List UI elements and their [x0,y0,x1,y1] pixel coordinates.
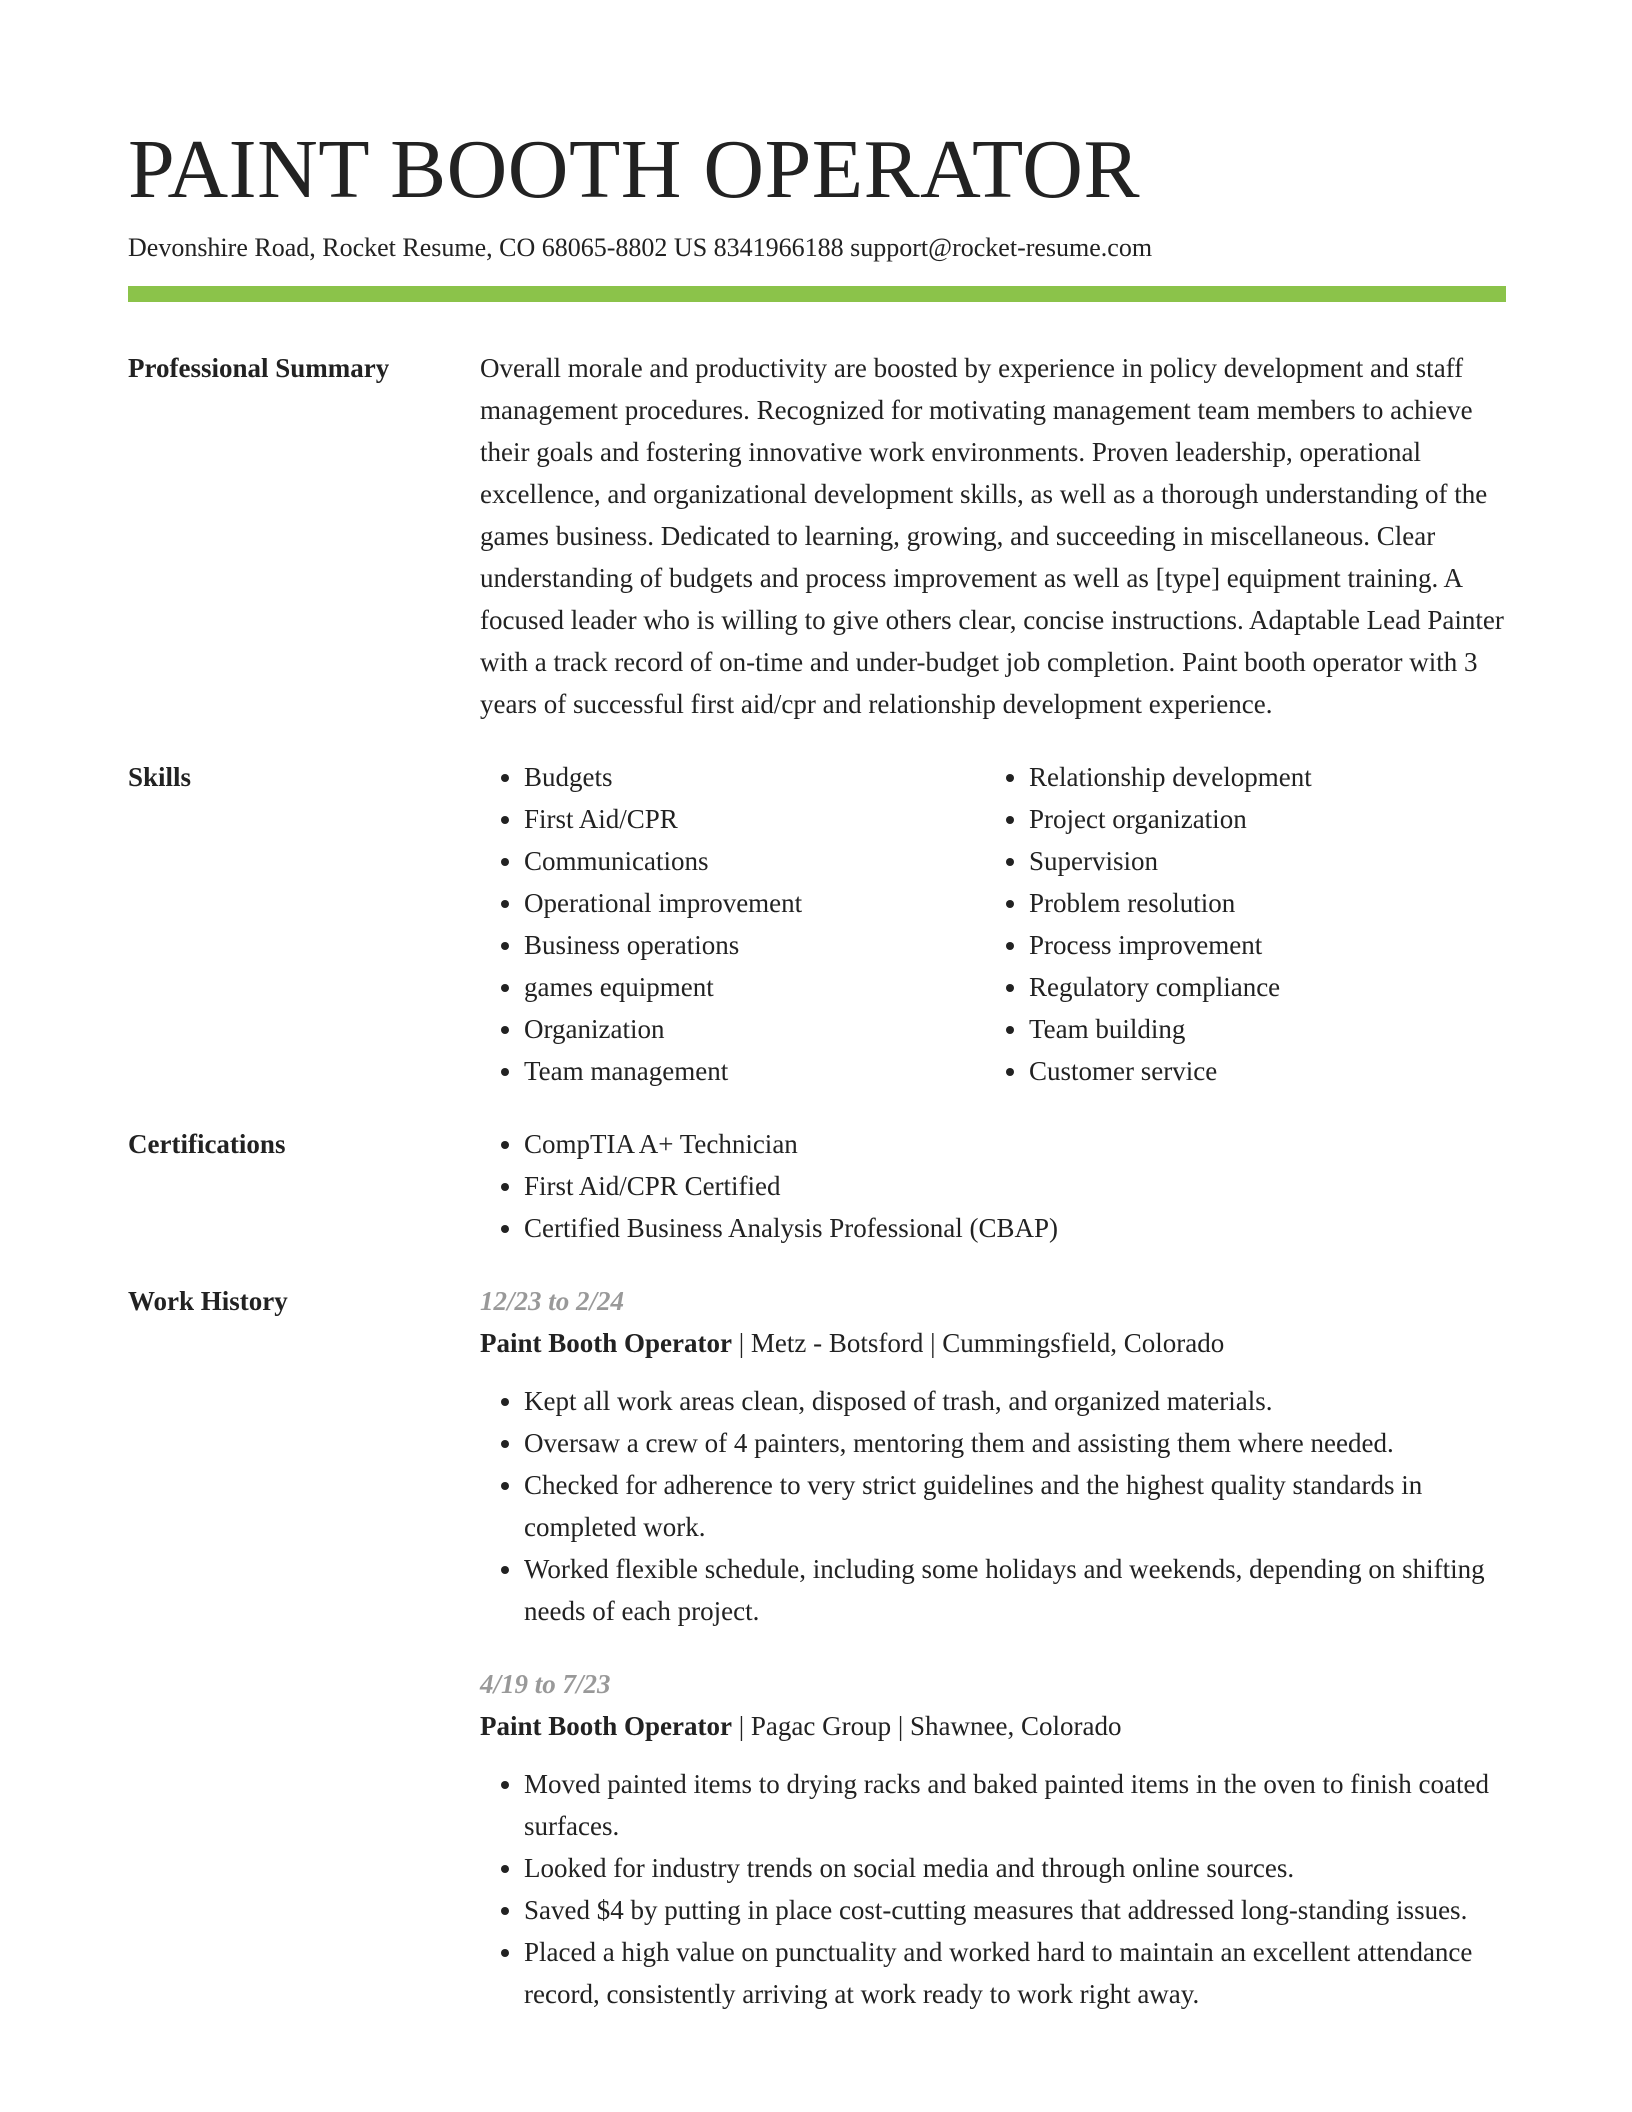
skill-item: • Organization [524,1008,985,1050]
certification-item: • Certified Business Analysis Professional (CBAP) [524,1207,1506,1249]
job-title: Paint Booth Operator [480,1328,732,1358]
job-bullets [480,1380,1506,1632]
skill-item: • Operational improvement [524,882,985,924]
work-history-body [480,1280,1506,2015]
skills-list-left [480,756,985,1092]
work-history-section [128,1280,1506,2015]
certifications-section [128,1123,1506,1249]
skill-item: • Team building [1029,1008,1490,1050]
skill-item: • Business operations [524,924,985,966]
skills-grid [480,756,1506,1092]
job-entry [480,1280,1506,1632]
resume-name: PAINT BOOTH OPERATOR [128,123,1140,216]
job-details: | Metz - Botsford | Cummingsfield, Colorado [731,1328,1225,1358]
job-bullets [480,1763,1506,2015]
job-bullet: • Saved $4 by putting in place cost-cutting measures that addressed long-standing issues. [524,1889,1506,1931]
skill-item: • Team management [524,1050,985,1092]
skills-list-right [985,756,1490,1092]
job-entry [480,1663,1506,2015]
job-bullet: • Moved painted items to drying racks and baked painted items in the oven to finish coated surfaces. [524,1763,1506,1847]
job-bullet: • Worked flexible schedule, including some holidays and weekends, depending on shifting needs of each project. [524,1548,1506,1632]
job-bullet: • Looked for industry trends on social media and through online sources. [524,1847,1506,1889]
skills-column-left [480,756,985,1092]
job-bullet: • Kept all work areas clean, disposed of trash, and organized materials. [524,1380,1506,1422]
job-title: Paint Booth Operator [480,1711,732,1741]
resume-page [128,120,1506,2015]
skill-item: • Supervision [1029,840,1490,882]
summary-label: Professional Summary [128,353,390,383]
accent-divider [128,286,1506,302]
skill-item: • Relationship development [1029,756,1490,798]
skills-label: Skills [128,762,192,792]
job-bullet: • Oversaw a crew of 4 painters, mentoring them and assisting them where needed. [524,1422,1506,1464]
skill-item: • Customer service [1029,1050,1490,1092]
summary-section [128,347,1506,725]
skill-item: • Budgets [524,756,985,798]
certification-item: • First Aid/CPR Certified [524,1165,1506,1207]
skill-item: • Project organization [1029,798,1490,840]
job-date: 12/23 to 2/24 [480,1286,625,1316]
skills-column-right [985,756,1490,1092]
job-bullet: • Checked for adherence to very strict guidelines and the highest quality standards in completed work. [524,1464,1506,1548]
job-bullet: • Placed a high value on punctuality and worked hard to maintain an excellent attendance record, consistently arriving at work ready to work right away. [524,1931,1506,2015]
skill-item: • Regulatory compliance [1029,966,1490,1008]
certifications-body [480,1123,1506,1249]
certifications-label: Certifications [128,1129,286,1159]
skill-item: • First Aid/CPR [524,798,985,840]
summary-text: Overall morale and productivity are boosted by experience in policy development and staff management procedures. Recognized for motivating management team members to achieve their goals and fostering innovative work environments. Proven leadership, operational excellence, and organizational development skills, as well as a thorough understanding of the games business. Dedicated to learning, growing, and succeeding in miscellaneous. Clear understanding of budgets and process improvement as well as [type] equipment training. A focused leader who is willing to give others clear, concise instructions. Adaptable Lead Painter with a track record of on-time and under-budget job completion. Paint booth operator with 3 years of successful first aid/cpr and relationship development experience. [480,353,1504,719]
work-history-label: Work History [128,1286,288,1316]
job-heading [480,1322,1506,1364]
skill-item: • Process improvement [1029,924,1490,966]
certifications-list [480,1123,1506,1249]
job-date: 4/19 to 7/23 [480,1669,611,1699]
skill-item: • Problem resolution [1029,882,1490,924]
contact-line: Devonshire Road, Rocket Resume, CO 68065-8802 US 8341966188 support@rocket-resume.com [128,233,1153,262]
job-details: | Pagac Group | Shawnee, Colorado [731,1711,1122,1741]
summary-body [480,347,1506,725]
skill-item: • Communications [524,840,985,882]
job-heading [480,1705,1506,1747]
skill-item: • games equipment [524,966,985,1008]
skills-section [128,756,1506,1092]
certification-item: • CompTIA A+ Technician [524,1123,1506,1165]
